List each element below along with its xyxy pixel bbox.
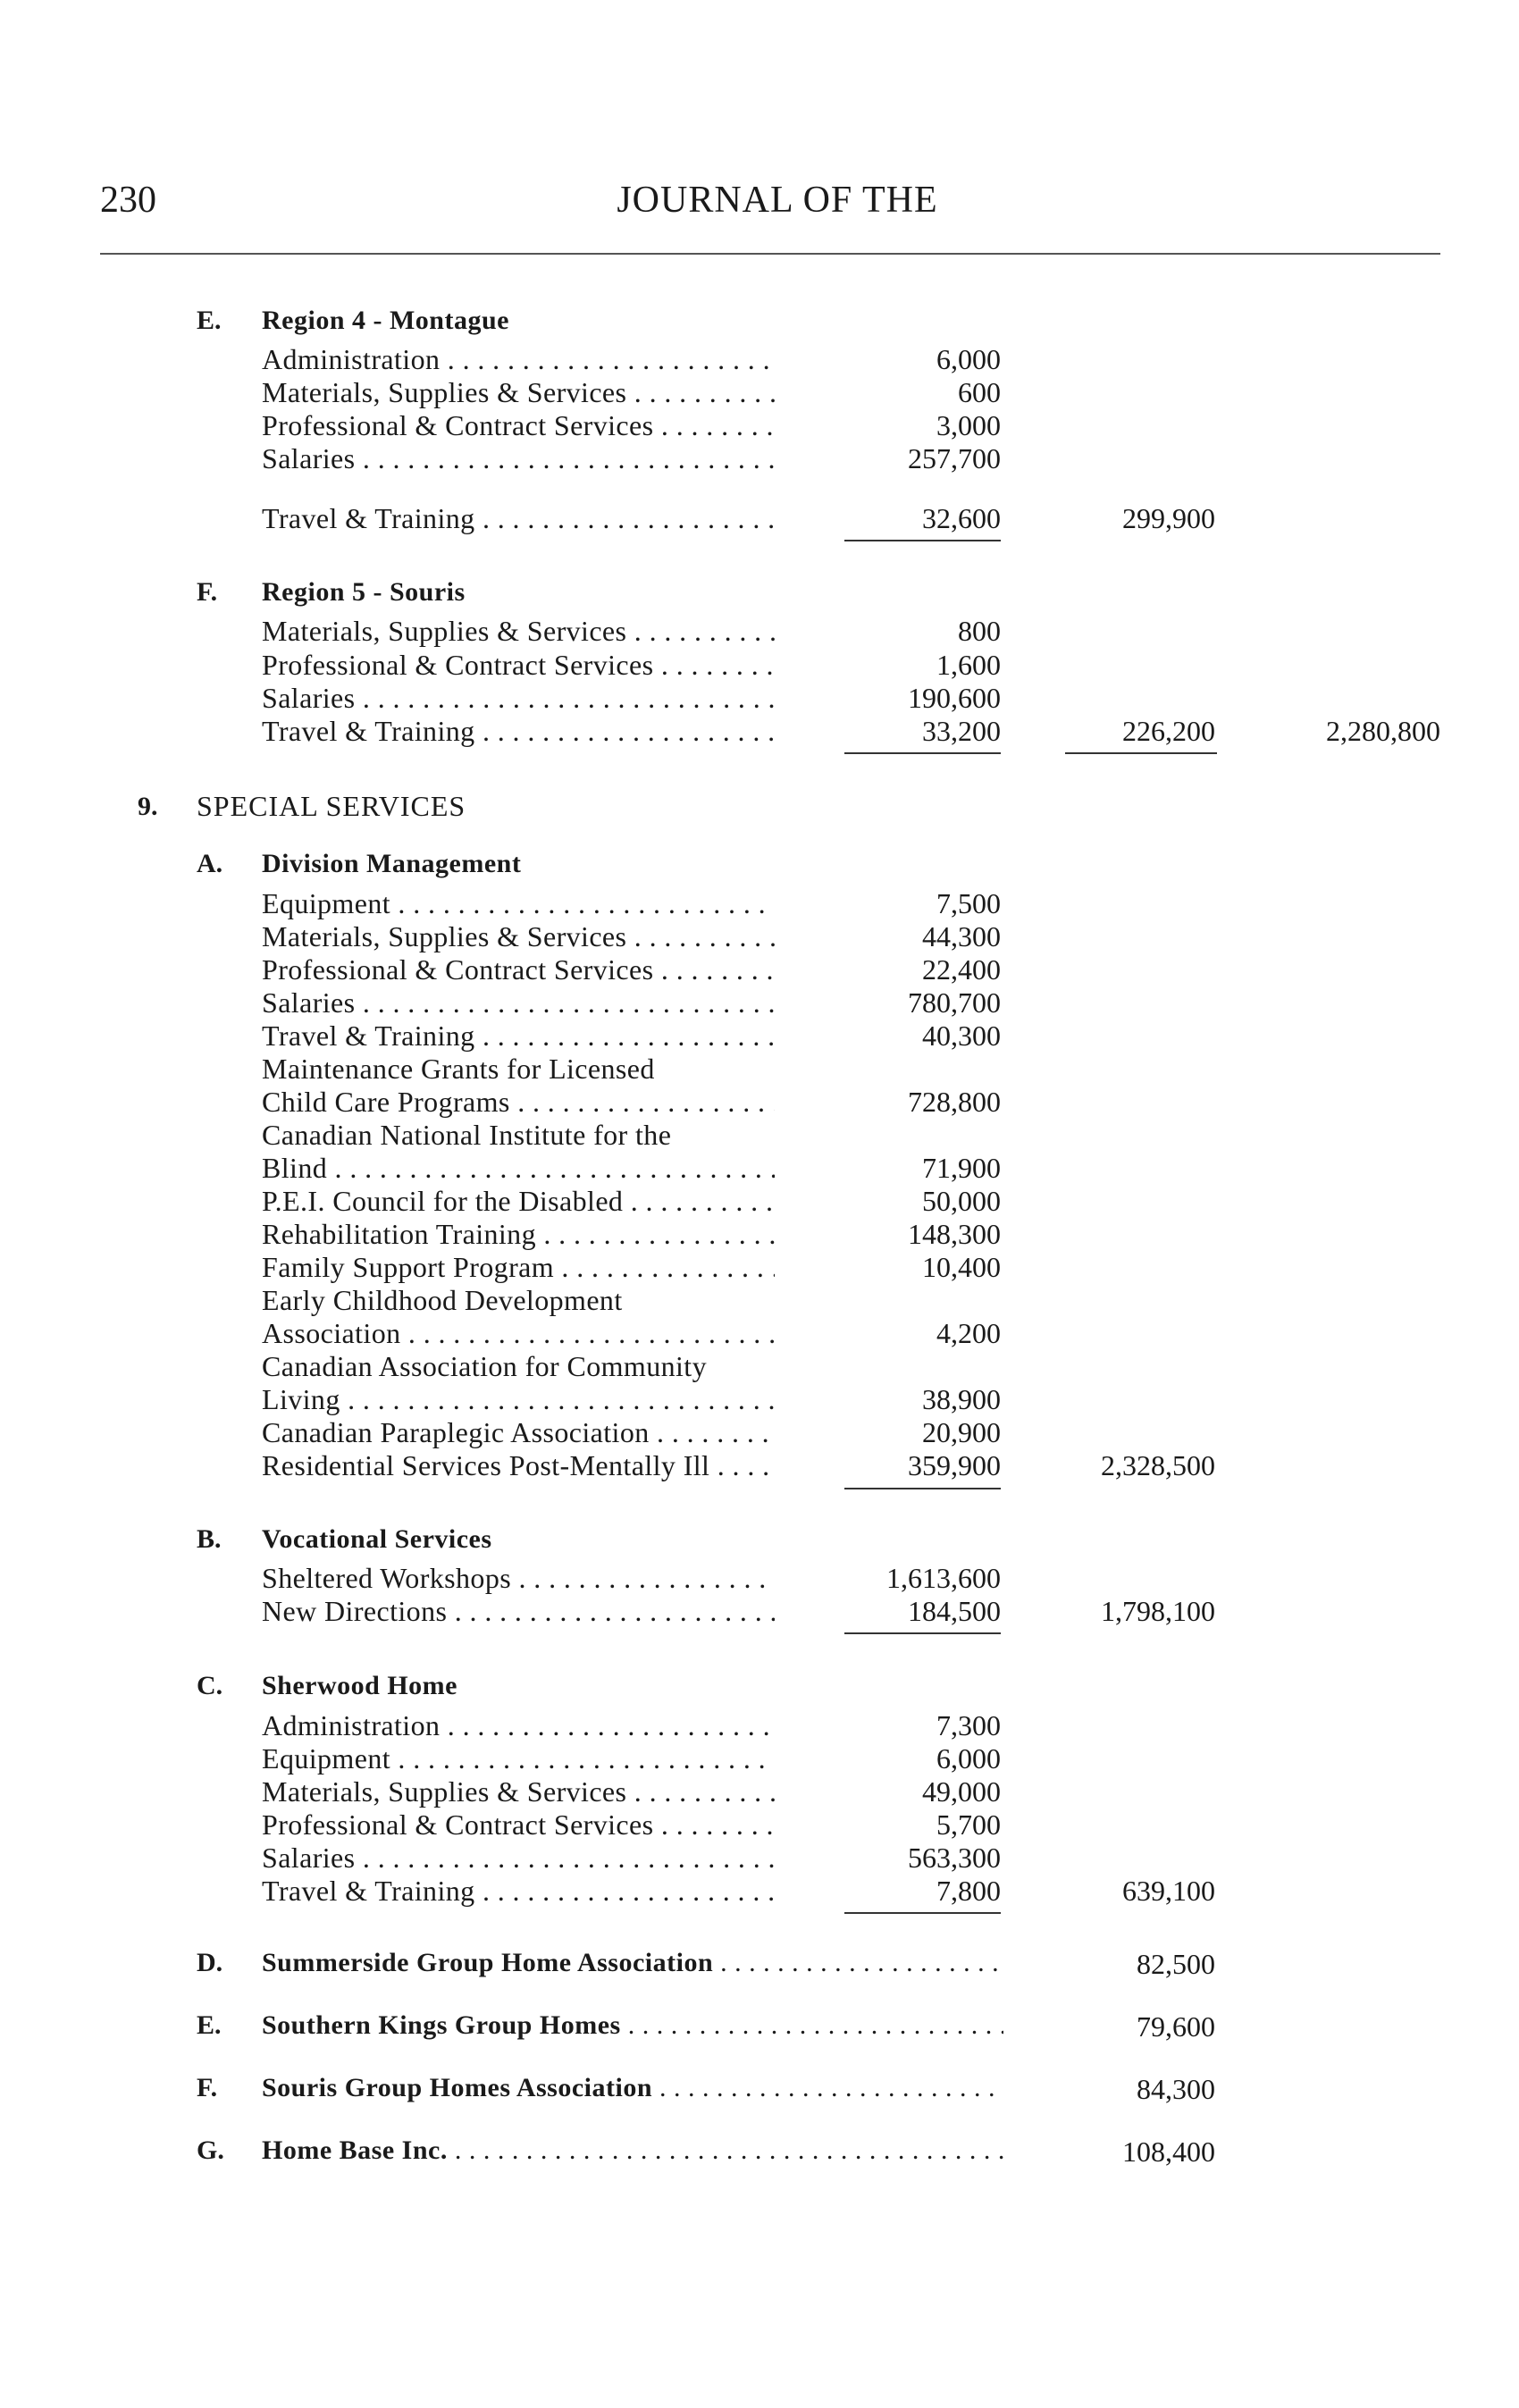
line-item bbox=[262, 1416, 775, 1450]
line-item-label: Residential Services Post-Mentally Ill . . . bbox=[262, 1449, 775, 1481]
group-title-label: Home Base Inc. . . . bbox=[262, 2135, 1003, 2165]
section-letter: A. bbox=[197, 849, 223, 878]
group-title bbox=[262, 2073, 1003, 2109]
line-item bbox=[262, 442, 775, 476]
group-amount: 84,300 bbox=[1137, 2073, 1215, 2105]
line-item-label: Materials, Supplies & Services . . . bbox=[262, 615, 775, 647]
line-item bbox=[262, 1562, 775, 1596]
line-item bbox=[262, 1449, 775, 1483]
line-item-label: Family Support Program . . . bbox=[262, 1251, 775, 1283]
line-item bbox=[262, 682, 775, 716]
line-item-label: Travel & Training . . . bbox=[262, 1875, 775, 1907]
subtotal-rule bbox=[844, 752, 1001, 754]
line-item-label-line1: Maintenance Grants for Licensed bbox=[262, 1053, 655, 1085]
line-item-amount: 184,500 bbox=[908, 1595, 1001, 1627]
line-item-amount: 4,200 bbox=[936, 1317, 1001, 1349]
line-item bbox=[262, 1251, 775, 1285]
group-title-label: Southern Kings Group Homes . . . bbox=[262, 2010, 1003, 2040]
group-title-label: Summerside Group Home Association . . . bbox=[262, 1948, 1003, 1977]
section-letter: F. bbox=[197, 2073, 218, 2102]
line-item bbox=[262, 1317, 775, 1351]
line-item bbox=[262, 1595, 775, 1629]
line-item-label: Equipment . . . bbox=[262, 1742, 775, 1775]
section-total: 2,328,500 bbox=[1101, 1449, 1215, 1481]
section-total: 299,900 bbox=[1122, 502, 1215, 534]
line-item-amount: 6,000 bbox=[936, 1742, 1001, 1775]
group-title bbox=[262, 1948, 1003, 1984]
line-item-label: Professional & Contract Services . . . bbox=[262, 1808, 775, 1841]
line-item-amount: 800 bbox=[958, 615, 1001, 647]
section-letter: E. bbox=[197, 306, 222, 335]
line-item-amount: 33,200 bbox=[922, 715, 1001, 747]
section-title: Division Management bbox=[262, 849, 522, 878]
line-item-amount: 257,700 bbox=[908, 442, 1001, 474]
line-item bbox=[262, 1875, 775, 1909]
line-item-amount: 1,613,600 bbox=[886, 1562, 1001, 1594]
line-item-amount: 7,300 bbox=[936, 1709, 1001, 1741]
page-title: JOURNAL OF THE bbox=[617, 180, 938, 221]
line-item-label: Salaries . . . bbox=[262, 442, 775, 474]
line-item-amount: 22,400 bbox=[922, 953, 1001, 986]
line-item bbox=[262, 1019, 775, 1053]
line-item bbox=[262, 1775, 775, 1809]
line-item-amount: 5,700 bbox=[936, 1808, 1001, 1841]
line-item-label: Salaries . . . bbox=[262, 986, 775, 1019]
line-item-amount: 44,300 bbox=[922, 920, 1001, 952]
line-item-label: Administration . . . bbox=[262, 343, 775, 375]
line-item-amount: 20,900 bbox=[922, 1416, 1001, 1448]
line-item-amount: 10,400 bbox=[922, 1251, 1001, 1283]
line-item-amount: 780,700 bbox=[908, 986, 1001, 1019]
line-item-amount: 7,800 bbox=[936, 1875, 1001, 1907]
line-item-label: Travel & Training . . . bbox=[262, 502, 775, 534]
line-item bbox=[262, 649, 775, 683]
group-title-label: Souris Group Homes Association . . . bbox=[262, 2073, 1003, 2102]
section-total: 639,100 bbox=[1122, 1875, 1215, 1907]
line-item-amount: 600 bbox=[958, 376, 1001, 408]
total-rule bbox=[1065, 752, 1217, 754]
line-item-label: Travel & Training . . . bbox=[262, 715, 775, 747]
line-item-label: Materials, Supplies & Services . . . bbox=[262, 376, 775, 408]
section-letter: B. bbox=[197, 1524, 222, 1554]
section-title: Region 4 - Montague bbox=[262, 306, 509, 335]
line-item bbox=[262, 1709, 775, 1743]
line-item-label: Rehabilitation Training . . . bbox=[262, 1218, 775, 1250]
section-letter: C. bbox=[197, 1671, 223, 1700]
group-amount: 108,400 bbox=[1122, 2135, 1215, 2168]
subtotal-rule bbox=[844, 540, 1001, 541]
major-section-heading: SPECIAL SERVICES bbox=[197, 790, 466, 822]
section-title: Sherwood Home bbox=[262, 1671, 457, 1700]
line-item-amount: 3,000 bbox=[936, 409, 1001, 441]
line-item-label: Professional & Contract Services . . . bbox=[262, 953, 775, 986]
section-number: 9. bbox=[138, 792, 158, 821]
header-divider bbox=[100, 253, 1440, 255]
section-title: Region 5 - Souris bbox=[262, 577, 466, 607]
line-item-label: Canadian Paraplegic Association . . . bbox=[262, 1416, 775, 1448]
line-item-label: Materials, Supplies & Services . . . bbox=[262, 1775, 775, 1808]
subtotal-rule bbox=[844, 1632, 1001, 1634]
line-item-label: Living . . . bbox=[262, 1383, 775, 1415]
page-number: 230 bbox=[100, 180, 156, 221]
line-item-label-line1: Canadian National Institute for the bbox=[262, 1119, 672, 1151]
section-total: 226,200 bbox=[1122, 715, 1215, 747]
line-item-label: Blind . . . bbox=[262, 1152, 775, 1184]
line-item-amount: 49,000 bbox=[922, 1775, 1001, 1808]
grand-total: 2,280,800 bbox=[1326, 715, 1440, 747]
line-item-amount: 190,600 bbox=[908, 682, 1001, 714]
section-title: Vocational Services bbox=[262, 1524, 492, 1554]
section-letter: E. bbox=[197, 2010, 222, 2040]
group-amount: 82,500 bbox=[1137, 1948, 1215, 1980]
group-title bbox=[262, 2010, 1003, 2046]
line-item bbox=[262, 615, 775, 649]
line-item bbox=[262, 1152, 775, 1186]
line-item-amount: 32,600 bbox=[922, 502, 1001, 534]
line-item-amount: 1,600 bbox=[936, 649, 1001, 681]
section-letter: F. bbox=[197, 577, 218, 607]
line-item-label-line1: Early Childhood Development bbox=[262, 1284, 623, 1316]
line-item-amount: 6,000 bbox=[936, 343, 1001, 375]
subtotal-rule bbox=[844, 1488, 1001, 1489]
line-item-label-line1: Canadian Association for Community bbox=[262, 1350, 707, 1382]
line-item-label: Materials, Supplies & Services . . . bbox=[262, 920, 775, 952]
line-item-label: Professional & Contract Services . . . bbox=[262, 409, 775, 441]
section-letter: G. bbox=[197, 2135, 224, 2165]
line-item-label: Administration . . . bbox=[262, 1709, 775, 1741]
line-item-label: Salaries . . . bbox=[262, 1842, 775, 1874]
line-item-amount: 359,900 bbox=[908, 1449, 1001, 1481]
line-item-label: Salaries . . . bbox=[262, 682, 775, 714]
line-item bbox=[262, 376, 775, 410]
line-item-amount: 71,900 bbox=[922, 1152, 1001, 1184]
line-item-label: Child Care Programs . . . bbox=[262, 1086, 775, 1118]
group-title bbox=[262, 2135, 1003, 2171]
line-item bbox=[262, 502, 775, 536]
line-item bbox=[262, 1808, 775, 1842]
line-item bbox=[262, 1742, 775, 1776]
line-item-amount: 50,000 bbox=[922, 1185, 1001, 1217]
line-item-label: Professional & Contract Services . . . bbox=[262, 649, 775, 681]
line-item-amount: 40,300 bbox=[922, 1019, 1001, 1052]
subtotal-rule bbox=[844, 1912, 1001, 1914]
line-item-amount: 38,900 bbox=[922, 1383, 1001, 1415]
line-item-amount: 728,800 bbox=[908, 1086, 1001, 1118]
line-item bbox=[262, 986, 775, 1020]
line-item bbox=[262, 715, 775, 749]
line-item-label: Travel & Training . . . bbox=[262, 1019, 775, 1052]
line-item bbox=[262, 1086, 775, 1120]
line-item-label: Equipment . . . bbox=[262, 887, 775, 919]
line-item-label: Sheltered Workshops . . . bbox=[262, 1562, 775, 1594]
line-item bbox=[262, 953, 775, 987]
line-item-label: P.E.I. Council for the Disabled . . . bbox=[262, 1185, 775, 1217]
line-item bbox=[262, 1185, 775, 1219]
line-item-label: New Directions . . . bbox=[262, 1595, 775, 1627]
section-letter: D. bbox=[197, 1948, 223, 1977]
line-item-amount: 563,300 bbox=[908, 1842, 1001, 1874]
line-item bbox=[262, 1383, 775, 1417]
line-item bbox=[262, 409, 775, 443]
line-item bbox=[262, 343, 775, 377]
line-item bbox=[262, 920, 775, 954]
line-item-label: Association . . . bbox=[262, 1317, 775, 1349]
group-amount: 79,600 bbox=[1137, 2010, 1215, 2043]
line-item-amount: 7,500 bbox=[936, 887, 1001, 919]
line-item bbox=[262, 1842, 775, 1875]
line-item bbox=[262, 1218, 775, 1252]
line-item-amount: 148,300 bbox=[908, 1218, 1001, 1250]
line-item bbox=[262, 887, 775, 921]
section-total: 1,798,100 bbox=[1101, 1595, 1215, 1627]
